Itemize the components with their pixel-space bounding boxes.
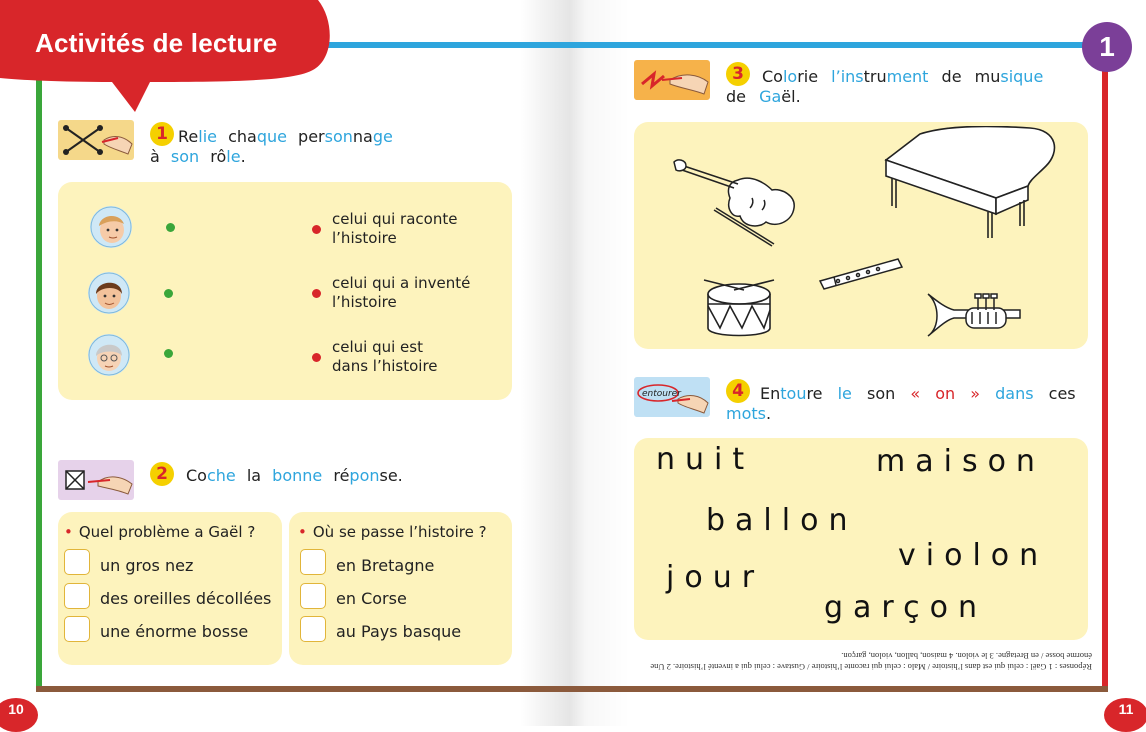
page-number-right bbox=[1104, 698, 1146, 732]
link-dot-left-2[interactable] bbox=[164, 289, 173, 298]
instruction-run: per bbox=[286, 127, 325, 146]
left-border bbox=[36, 70, 42, 690]
instruction-run: de bbox=[928, 67, 975, 86]
instruction-run: se. bbox=[379, 466, 403, 485]
avatar-character-3 bbox=[88, 334, 130, 376]
piano-icon[interactable] bbox=[880, 126, 1060, 240]
right-border bbox=[1102, 70, 1108, 690]
instruction-run: si bbox=[1000, 67, 1014, 86]
checkbox-q2-option-3[interactable] bbox=[300, 616, 326, 642]
exercise-4-instruction bbox=[726, 384, 1076, 424]
role-label-3: celui qui est dans l’histoire bbox=[332, 338, 438, 375]
word-5[interactable]: jour bbox=[666, 560, 765, 595]
instruction-run: « on » bbox=[910, 384, 981, 403]
option-q2-3: au Pays basque bbox=[336, 622, 462, 641]
option-q1-2: des oreilles décollées bbox=[100, 589, 272, 608]
question-1: • Quel problème a Gaël ? bbox=[64, 523, 256, 541]
instruction-run: . bbox=[240, 147, 246, 166]
checkbox-q1-option-2[interactable] bbox=[64, 583, 90, 609]
option-q2-1: en Bretagne bbox=[336, 556, 435, 575]
instruction-run: Co bbox=[762, 67, 783, 86]
title-banner bbox=[0, 0, 332, 82]
page-number-left-text: 10 bbox=[8, 701, 24, 717]
answer-key: Réponses : 1 Gaël : celui qui est dans l’histoire / Malo : celui qui raconte l’histoire / Gustave : celui qui a inventé l’histoire. 2 Une énorme bosse / en Bretagne. 3 le violon. 4 maison, ballon, violon, garçon. bbox=[650, 651, 1092, 672]
role-label-2: celui qui a inventé l’histoire bbox=[332, 274, 471, 311]
top-border bbox=[300, 42, 1090, 48]
instruction-run: le bbox=[837, 384, 852, 403]
instruction-run: que bbox=[1013, 67, 1044, 86]
instruction-run: tru bbox=[863, 67, 887, 86]
instruction-run: Re bbox=[178, 127, 199, 146]
instruction-run: à bbox=[150, 147, 171, 166]
option-q2-2: en Corse bbox=[336, 589, 407, 608]
exercise-2-instruction bbox=[158, 466, 403, 486]
page-title: Activités de lecture bbox=[35, 28, 278, 58]
instruction-run: rô bbox=[199, 147, 227, 166]
exercise-3-number: 3 bbox=[726, 62, 750, 86]
instruction-run: le bbox=[226, 147, 241, 166]
book-spine bbox=[520, 0, 630, 726]
instruction-run: mots bbox=[726, 404, 766, 423]
instruction-run: lie bbox=[198, 127, 217, 146]
exercise-1-number: 1 bbox=[150, 122, 174, 146]
checkbox-q2-option-1[interactable] bbox=[300, 549, 326, 575]
link-dot-right-2[interactable] bbox=[312, 289, 321, 298]
instruction-run: bonne bbox=[272, 466, 323, 485]
instruction-run: ment bbox=[886, 67, 929, 86]
instruction-run: son bbox=[851, 384, 911, 403]
option-q1-3: une énorme bosse bbox=[100, 622, 249, 641]
instruction-run: Ga bbox=[759, 87, 782, 106]
bottom-border bbox=[36, 686, 1108, 692]
instruction-run: Co bbox=[186, 466, 207, 485]
circle-task-icon-text: entourer bbox=[642, 389, 681, 399]
avatar-character-2 bbox=[88, 272, 130, 314]
link-dot-left-1[interactable] bbox=[166, 223, 175, 232]
instruction-run: son bbox=[324, 127, 353, 146]
instruction-run: ré bbox=[322, 466, 350, 485]
instruction-run: na bbox=[352, 127, 373, 146]
exercise-4-number: 4 bbox=[726, 379, 750, 403]
checkbox-q2-option-2[interactable] bbox=[300, 583, 326, 609]
violin-icon[interactable] bbox=[668, 158, 826, 250]
checkbox-q1-option-3[interactable] bbox=[64, 616, 90, 642]
instruction-run: mu bbox=[974, 67, 1001, 86]
link-task-icon bbox=[58, 120, 134, 160]
instruction-run: tou bbox=[780, 384, 807, 403]
word-1[interactable]: nuit bbox=[656, 442, 755, 477]
tick-task-icon bbox=[58, 460, 134, 500]
exercise-2-number: 2 bbox=[150, 462, 174, 486]
link-dot-right-1[interactable] bbox=[312, 225, 321, 234]
instruction-run: lo bbox=[782, 67, 798, 86]
instruction-run: pon bbox=[349, 466, 380, 485]
instruction-run: ël. bbox=[781, 87, 801, 106]
instruction-run: dans bbox=[995, 384, 1034, 403]
word-3[interactable]: ballon bbox=[706, 503, 858, 538]
flute-icon[interactable] bbox=[816, 255, 906, 293]
instruction-run bbox=[980, 384, 995, 403]
trumpet-icon[interactable] bbox=[924, 284, 1026, 346]
link-dot-left-3[interactable] bbox=[164, 349, 173, 358]
instruction-run: rie bbox=[797, 67, 832, 86]
unit-badge: 1 bbox=[1082, 22, 1132, 72]
instruction-run: re bbox=[806, 384, 838, 403]
instruction-run: cha bbox=[216, 127, 257, 146]
instruction-run: la bbox=[235, 466, 273, 485]
instruction-run: che bbox=[206, 466, 236, 485]
instruction-run: de bbox=[726, 87, 760, 106]
instruction-run: l’ins bbox=[831, 67, 864, 86]
instruction-run: que bbox=[256, 127, 287, 146]
word-2[interactable]: maison bbox=[876, 444, 1045, 479]
word-4[interactable]: violon bbox=[898, 538, 1049, 573]
drum-icon[interactable] bbox=[702, 276, 776, 342]
instruction-run: son bbox=[170, 147, 200, 166]
page-number-left bbox=[0, 698, 38, 732]
instruction-run: . bbox=[765, 404, 772, 423]
option-q1-1: un gros nez bbox=[100, 556, 194, 575]
question-2: • Où se passe l’histoire ? bbox=[298, 523, 487, 541]
circle-task-icon bbox=[634, 377, 710, 417]
exercise-1-instruction bbox=[150, 127, 393, 167]
exercise-3-instruction bbox=[726, 67, 1043, 107]
instruction-run: En bbox=[760, 384, 781, 403]
page-number-right-text: 11 bbox=[1118, 701, 1134, 717]
word-6[interactable]: garçon bbox=[824, 590, 987, 625]
color-task-icon bbox=[634, 60, 710, 100]
instruction-run: ge bbox=[372, 127, 393, 146]
role-label-1: celui qui raconte l’histoire bbox=[332, 210, 458, 247]
instruction-run: ces bbox=[1033, 384, 1076, 403]
checkbox-q1-option-1[interactable] bbox=[64, 549, 90, 575]
avatar-character-1 bbox=[90, 206, 132, 248]
link-dot-right-3[interactable] bbox=[312, 353, 321, 362]
